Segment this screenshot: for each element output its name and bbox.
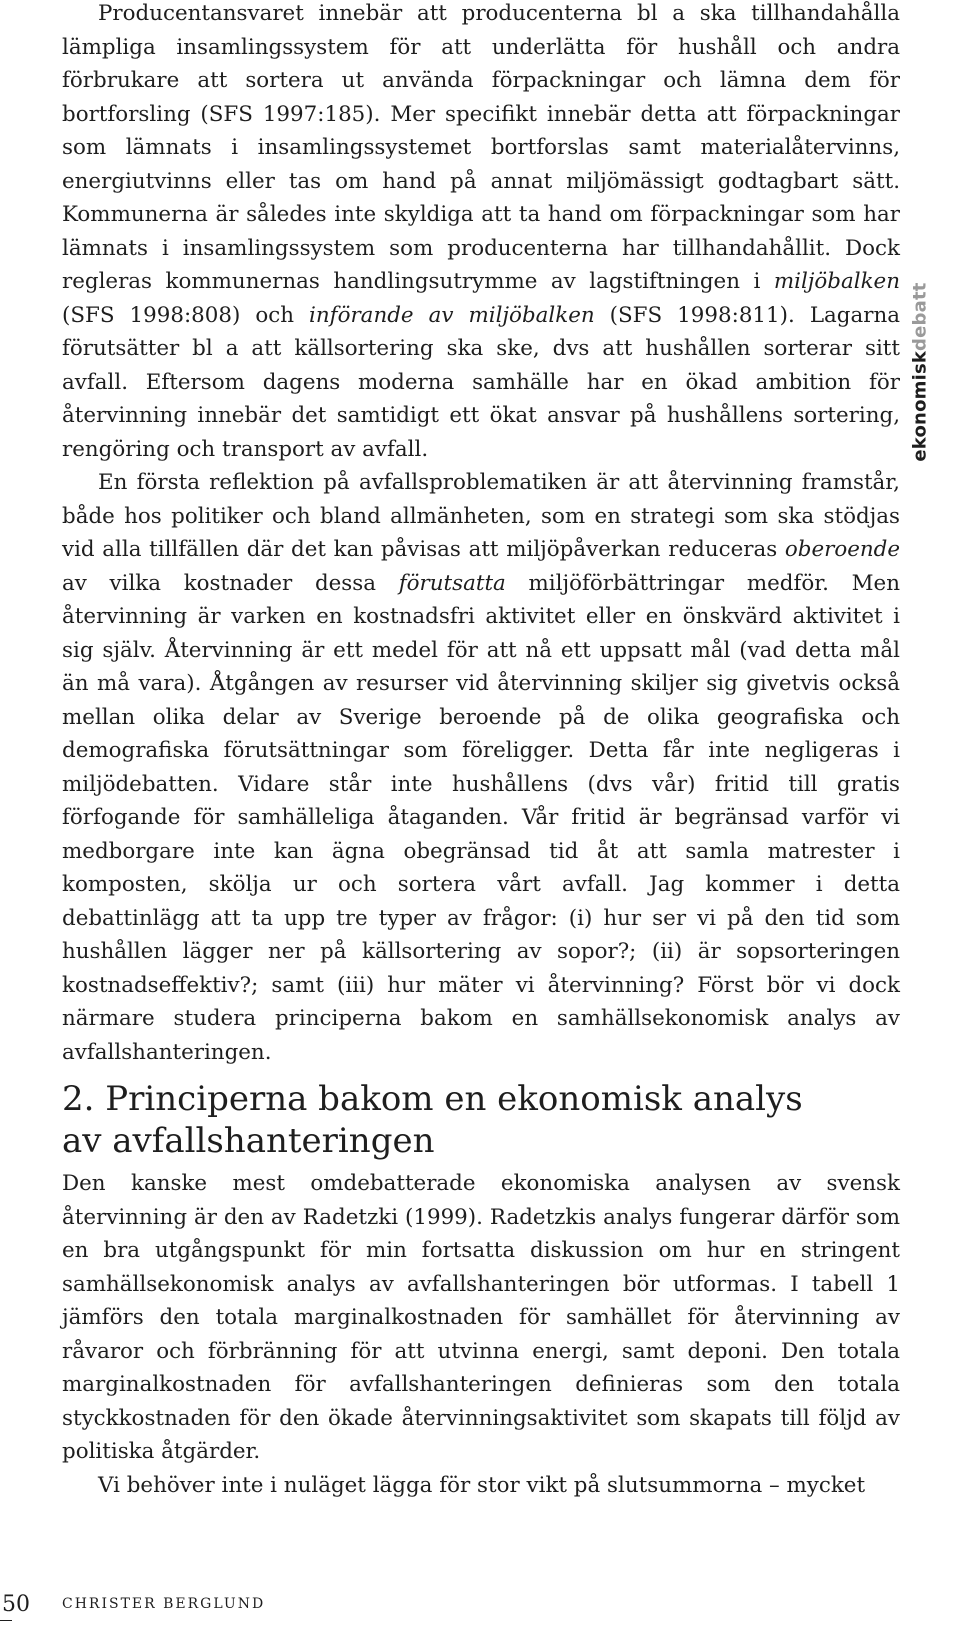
italic-emphasis: förutsatta [398, 570, 506, 596]
page-footer [0, 1592, 960, 1622]
italic-emphasis: oberoende [784, 537, 900, 562]
text-run: Producentansvaret innebär att producenterna bl a ska tillhandahålla lämpliga insamlingssystem för att underlätta för hushåll och andra förbrukare att sortera ut använda förpackningar och lämna dem för bortforsling (SFS 1997:185). Mer specifikt innebär detta att förpackningar som lämnats i insamlingssystemet bortforslas samt materialåtervinns, energiutvinns eller tas om hand på annat miljömässigt godtagbart sätt. Kommunerna är således inte skyldiga att ta hand om förpackningar som har lämnats i insamlingssystem som producenterna har tillhandahållit. Dock regleras kommunernas handlingsutrymme av lagstiftningen i [62, 1, 900, 294]
text-run: En första reflektion på avfallsproblematiken är att återvinning framstår, både hos politiker och bland allmänheten, som en strategi som ska stödjas vid alla tillfällen där det kan påvisas att miljöpåverkan reduceras [62, 470, 900, 562]
section-body [62, 1167, 900, 1502]
paragraph-producer-responsibility [62, 0, 900, 466]
footer-rule [0, 1620, 12, 1621]
journal-name-part2: debatt [909, 282, 931, 351]
text-run: (SFS 1998:811). Lagarna förutsätter bl a att källsortering ska ske, dvs att hushållen sorterar sitt avfall. Eftersom dagens moderna samhälle har en ökad ambition för återvinning innebär det samtidigt ett ökat ansvar på hushållens sortering, rengöring och transport av avfall. [62, 302, 900, 462]
journal-name [910, 282, 931, 461]
journal-side-tab [905, 272, 935, 472]
page-number: 50 [2, 1592, 30, 1617]
author-name: CHRISTER BERGLUND [62, 1596, 266, 1612]
section-heading: 2. Principerna bakom en ekonomisk analys av avfallshanteringen [62, 1079, 803, 1161]
paragraph-first-reflection [62, 466, 900, 1069]
text-run: av vilka kostnader dessa [62, 570, 399, 596]
text-run: miljöförbättringar medför. Men återvinning är varken en kostnadsfri aktivitet eller en önskvärd aktivitet i sig själv. Återvinning är ett medel för att nå ett uppsatt mål (vad detta mål än må vara). Åtgången av resurser vid återvinning skiljer sig givetvis också mellan olika delar av Sverige beroende på de olika geografiska och demografiska förutsättningar som föreligger. Detta får inte negligeras i miljödebatten. Vidare står inte hushållens (dvs vår) fritid till gratis förfogande för samhälleliga åtaganden. Vår fritid är begränsad varför vi medborgare inte kan ägna obegränsad tid åt att samla matrester i komposten, skölja ur och sortera vårt avfall. Jag kommer i detta debattinlägg att ta upp tre typer av frågor: (i) hur ser vi på den tid som hushållen lägger ner på källsortering av sopor?; (ii) är sopsorteringen kostnadseffektiv?; samt (iii) hur mäter vi återvinning? Först bör vi dock närmare studera principerna bakom en samhällsekonomisk analys av avfallshanteringen. [62, 570, 900, 1065]
paragraph-radetzki-analysis: Den kanske mest omdebatterade ekonomiska analysen av svensk återvinning är den av Radetzki (1999). Radetzkis analys fungerar därför som en bra utgångspunkt för min fortsatta diskussion om hur en stringent samhällsekonomisk analys av avfallshanteringen bör utformas. I tabell 1 jämförs den totala marginalkostnaden för samhället för återvinning av råvaror och förbränning för att utvinna energi, samt deponi. Den totala marginalkostnaden för avfallshanteringen definieras som den totala styckkostnaden för den ökade återvinningsaktivitet som skapats till följd av politiska åtgärder. [62, 1171, 900, 1464]
paragraph-continuation: Vi behöver inte i nuläget lägga för stor vikt på slutsummorna – mycket [98, 1472, 866, 1498]
italic-law-title: miljöbalken [773, 269, 900, 294]
italic-law-title: införande av miljöbalken [309, 302, 595, 328]
text-run: (SFS 1998:808) och [62, 302, 310, 328]
body-text-top [62, 0, 900, 1069]
journal-name-part1: ekonomisk [909, 350, 931, 462]
